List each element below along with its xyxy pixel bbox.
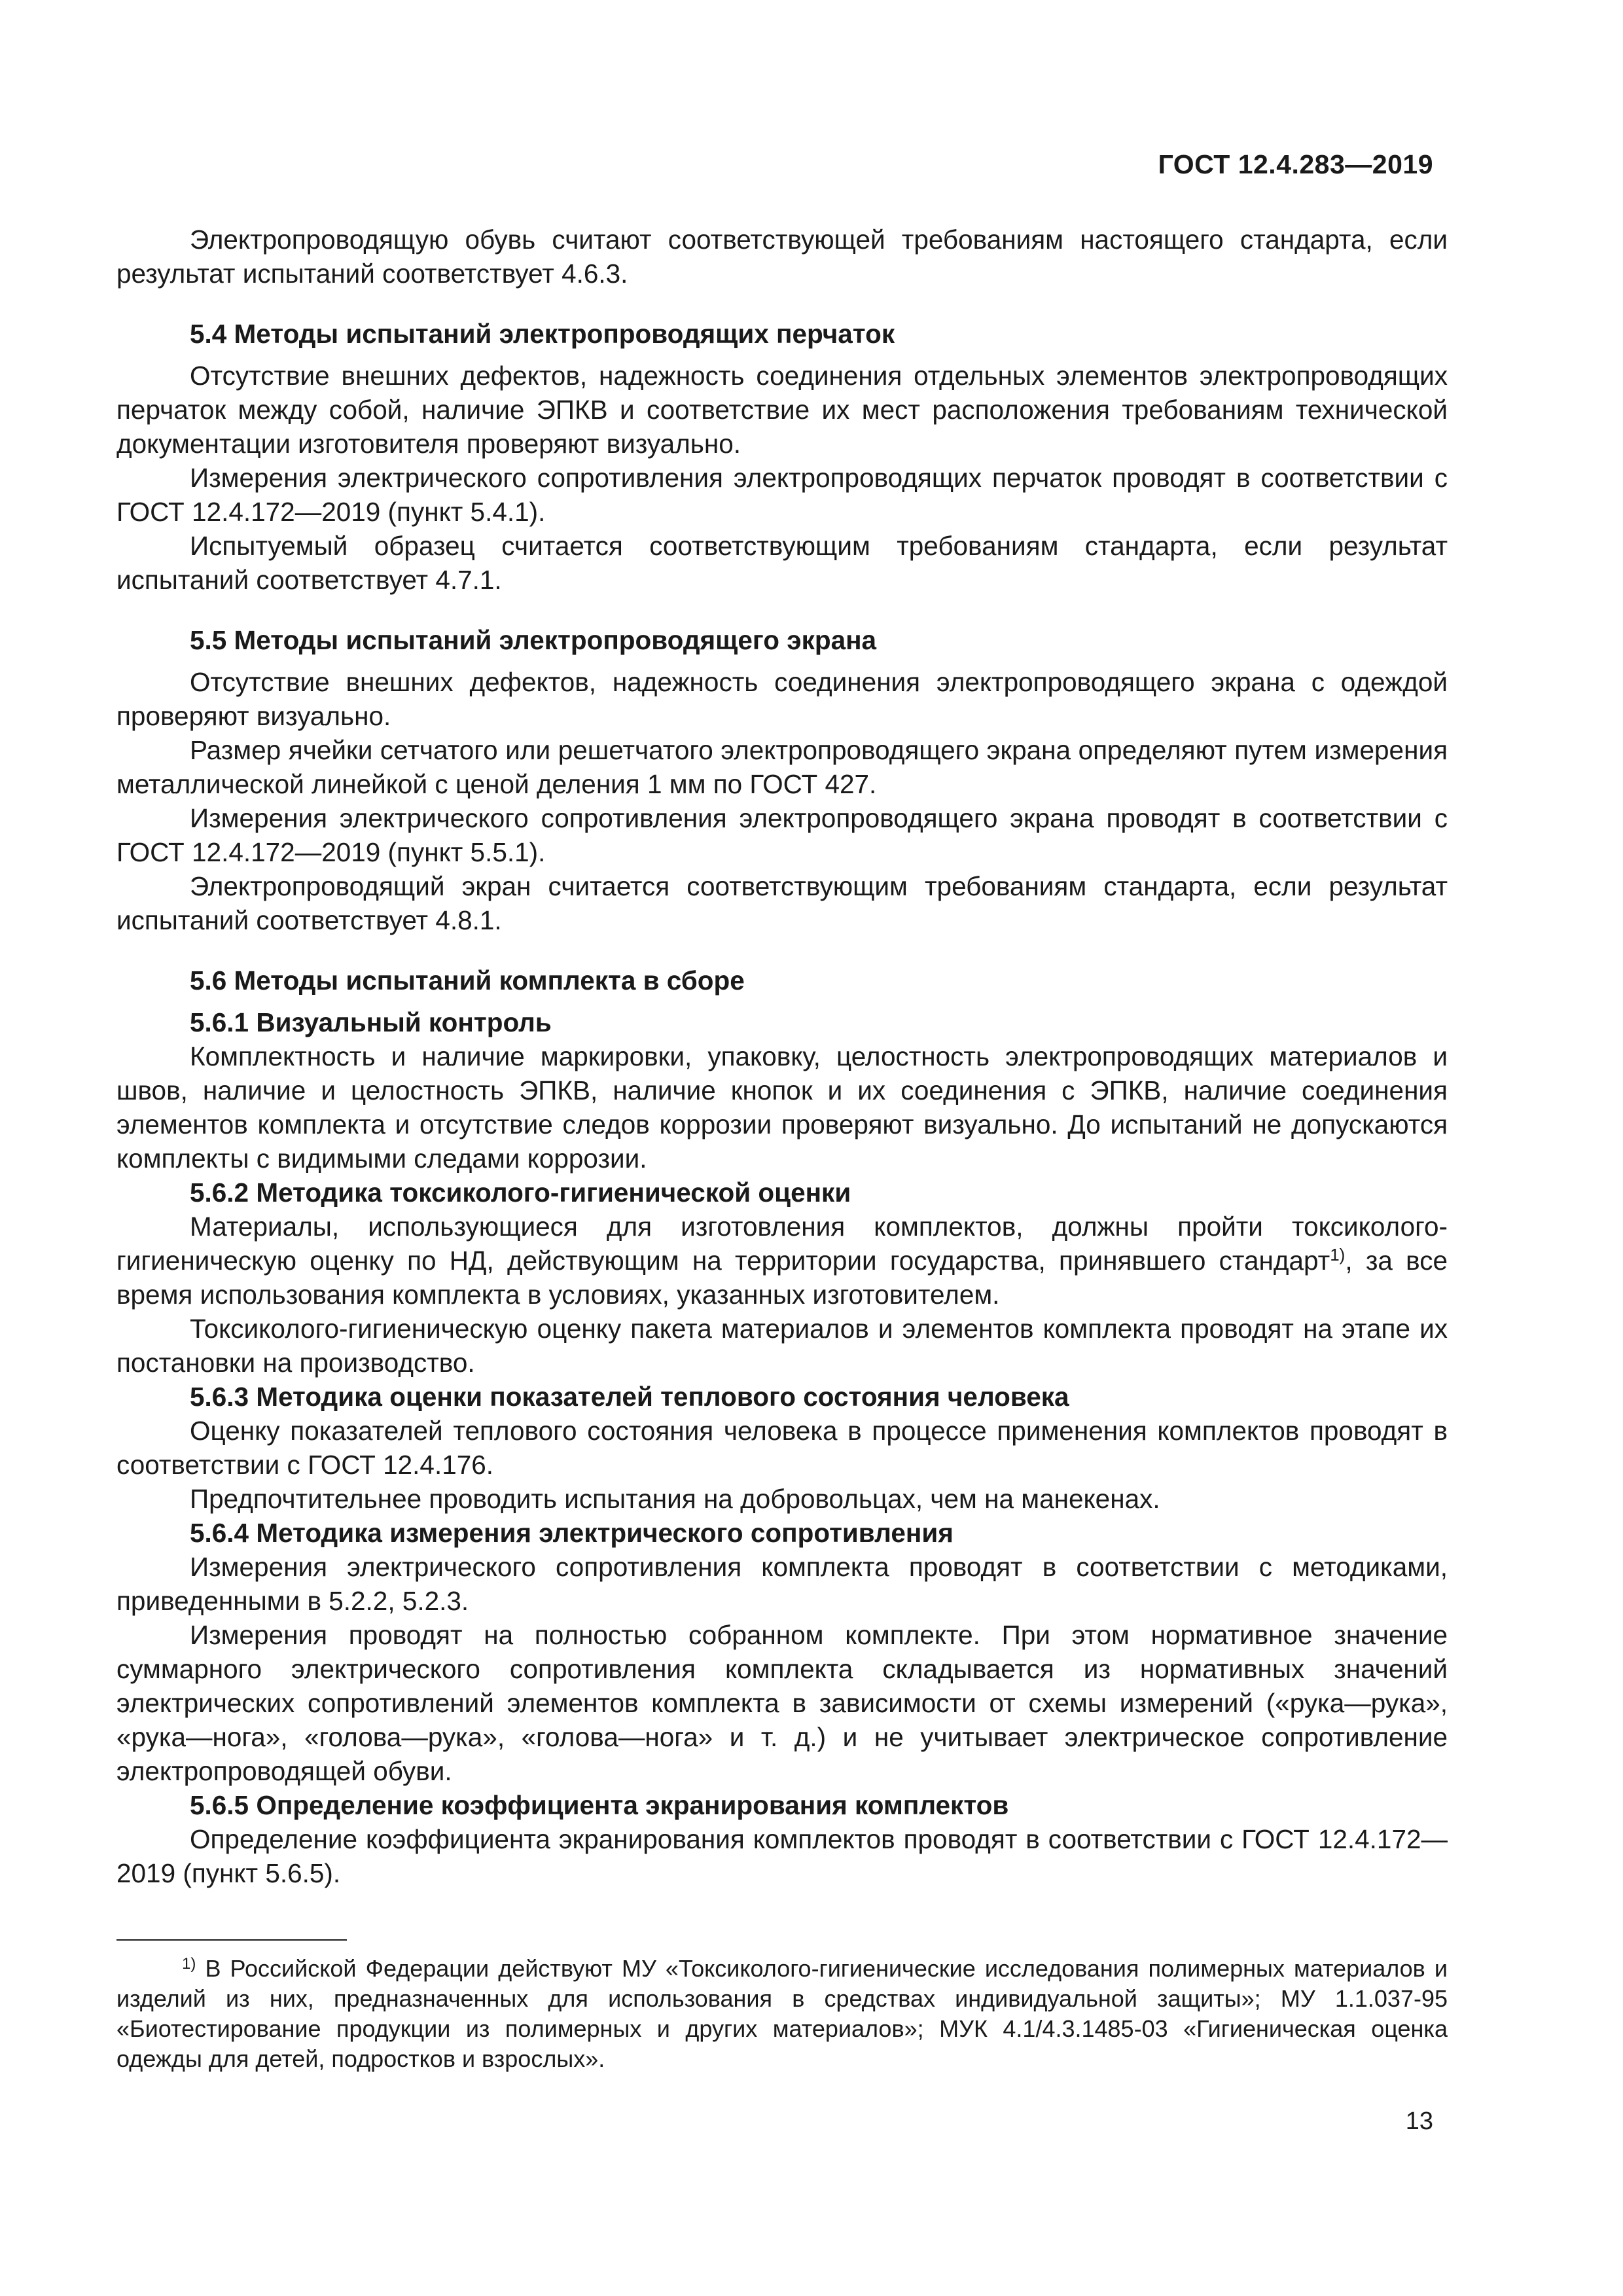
section-5-4-heading: 5.4 Методы испытаний электропроводящих перчаток [190, 319, 895, 349]
section-5-4-paragraph-1: Отсутствие внешних дефектов, надежность соединения отдельных элементов электропроводящих перчаток между собой, наличие ЭПКВ и соответствие их мест расположения требованиям технической документации изготовителя проверяют визуально. [116, 361, 1448, 459]
section-5-6-5-paragraph-1: Определение коэффициента экранирования комплектов проводят в соответствии с ГОСТ 12.4.172—2019 (пункт 5.6.5). [116, 1824, 1448, 1888]
section-5-4-paragraph-2: Измерения электрического сопротивления электропроводящих перчаток проводят в соответствии с ГОСТ 12.4.172—2019 (пункт 5.4.1). [116, 463, 1448, 527]
section-5-5-paragraph-2: Размер ячейки сетчатого или решетчатого электропроводящего экрана определяют путем измерения металлической линейкой с ценой деления 1 мм по ГОСТ 427. [116, 735, 1448, 799]
footnote-reference: 1) [1330, 1245, 1346, 1265]
page-number: 13 [1405, 2108, 1433, 2135]
section-5-6-1-paragraph-1: Комплектность и наличие маркировки, упаковку, целостность электропроводящих материалов и швов, наличие и целостность ЭПКВ, наличие кнопок и их соединения с ЭПКВ, наличие соединения элементов комплекта и отсутствие следов коррозии проверяют визуально. До испытаний не допускаются комплекты с видимыми следами коррозии. [116, 1041, 1448, 1174]
section-5-6-2-paragraph-1-text-a: Материалы, использующиеся для изготовления комплектов, должны пройти токсиколого-гигиеническую оценку по НД, действующим на территории государства, принявшего стандарт [116, 1211, 1448, 1276]
section-5-5-paragraph-4: Электропроводящий экран считается соответствующим требованиям стандарта, если результат испытаний соответствует 4.8.1. [116, 871, 1448, 935]
section-5-5-paragraph-1: Отсутствие внешних дефектов, надежность соединения электропроводящего экрана с одеждой проверяют визуально. [116, 667, 1448, 731]
section-5-6-4-paragraph-2: Измерения проводят на полностью собранном комплекте. При этом нормативное значение суммарного электрического сопротивления комплекта складывается из нормативных значений электрических сопротивлений элементов комплекта в зависимости от схемы измерений («рука—рука», «рука—нога», «голова—рука», «голова—нога» и т. д.) и не учитывает электрическое сопротивление электропроводящей обуви. [116, 1620, 1448, 1786]
section-5-6-5-heading: 5.6.5 Определение коэффициента экранирования комплектов [190, 1790, 1009, 1820]
section-5-6-2-paragraph-1 [116, 1210, 1448, 1312]
section-5-6-2-paragraph-2: Токсиколого-гигиеническую оценку пакета материалов и элементов комплекта проводят на этапе их постановки на производство. [116, 1314, 1448, 1378]
footnote-marker: 1) [182, 1955, 196, 1973]
intro-paragraph: Электропроводящую обувь считают соответствующей требованиям настоящего стандарта, если результат испытаний соответствует 4.6.3. [116, 224, 1448, 289]
section-5-6-4-heading: 5.6.4 Методика измерения электрического сопротивления [190, 1518, 954, 1548]
standard-code-header: ГОСТ 12.4.283—2019 [1158, 149, 1433, 179]
section-5-6-2-paragraph-1-text-b: , за все время использования комплекта в условиях, указанных изготовителем. [116, 1246, 1448, 1310]
footnote-text: В Российской Федерации действуют МУ «Токсиколого-гигиенические исследования полимерных материалов и изделий из них, предназначенных для использования в средствах индивидуальной защиты»; МУ 1.1.037-95 «Биотестирование продукции из полимерных и других материалов»; МУК 4.1/4.3.1485-03 «Гигиеническая оценка одежды для детей, подростков и взрослых». [116, 1955, 1448, 2072]
section-5-6-3-paragraph-1: Оценку показателей теплового состояния человека в процессе применения комплектов проводят в соответствии с ГОСТ 12.4.176. [116, 1416, 1448, 1480]
section-5-4-paragraph-3: Испытуемый образец считается соответствующим требованиям стандарта, если результат испытаний соответствует 4.7.1. [116, 531, 1448, 595]
footnote-divider [116, 1939, 347, 1941]
section-5-6-3-heading: 5.6.3 Методика оценки показателей теплового состояния человека [190, 1382, 1069, 1412]
section-5-6-3-paragraph-2: Предпочтительнее проводить испытания на добровольцах, чем на манекенах. [190, 1484, 1160, 1514]
section-5-5-heading: 5.5 Методы испытаний электропроводящего экрана [190, 625, 877, 655]
footnote [116, 1954, 1448, 2074]
section-5-6-2-heading: 5.6.2 Методика токсиколого-гигиенической оценки [190, 1177, 851, 1208]
section-5-6-4-paragraph-1: Измерения электрического сопротивления комплекта проводят в соответствии с методиками, приведенными в 5.2.2, 5.2.3. [116, 1552, 1448, 1616]
section-5-5-paragraph-3: Измерения электрического сопротивления электропроводящего экрана проводят в соответствии с ГОСТ 12.4.172—2019 (пункт 5.5.1). [116, 803, 1448, 867]
footnote-paragraph [116, 1954, 1448, 2074]
section-5-6-1-heading: 5.6.1 Визуальный контроль [190, 1007, 552, 1037]
document-body [116, 223, 1448, 1890]
section-5-6-heading: 5.6 Методы испытаний комплекта в сборе [190, 965, 745, 996]
